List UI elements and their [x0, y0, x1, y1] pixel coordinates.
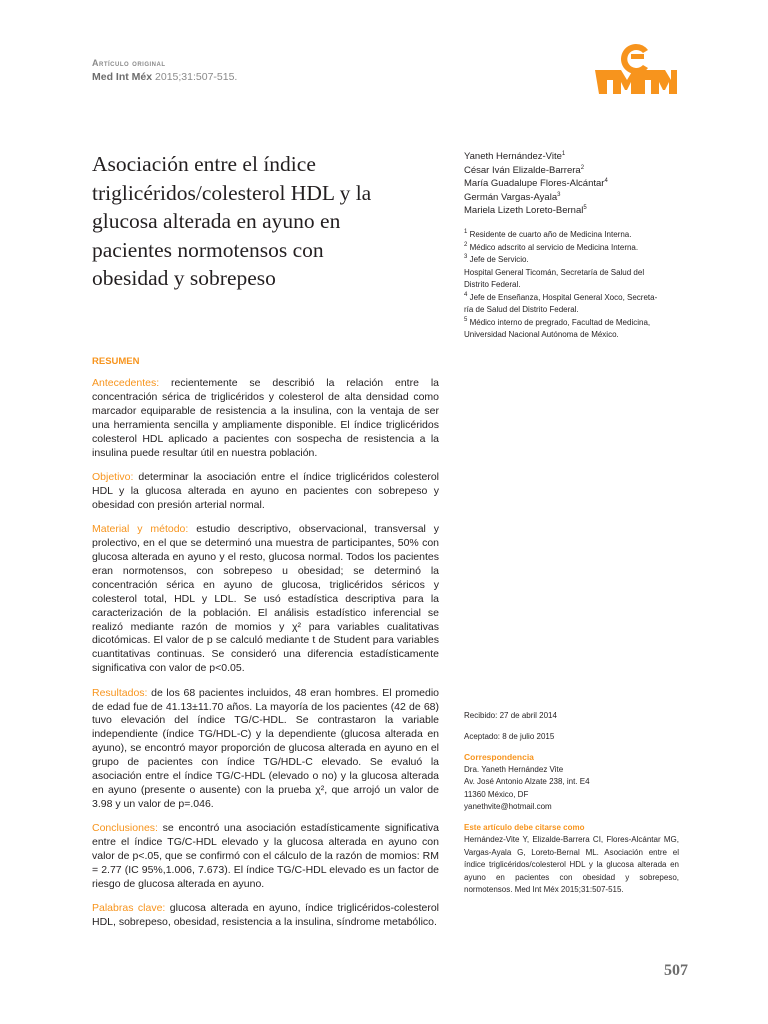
abstract-section: [92, 377, 439, 460]
journal-logo-icon: [593, 42, 679, 96]
author-name: César Iván Elizalde-Barrera$^2$: [464, 164, 585, 176]
affiliation-line: ría de Salud del Distrito Federal.: [464, 305, 579, 314]
affiliation-line: Distrito Federal.: [464, 280, 521, 289]
citation-heading: Este artículo debe citarse como: [464, 822, 585, 832]
journal-citation: [92, 71, 237, 83]
abstract-section: [92, 471, 439, 513]
section-label: Artículo original: [92, 58, 166, 68]
abstract-section-text: estudio descriptivo, observacional, transversal y prolectivo, en el que se determinó una muestra de participantes, 50% con glucosa alterada en ayuno y el resto, glucosa normal. Todos los pacientes eran normotensos, con sobrepeso u obesidad; se determinó la concentración sérica en ayuno de glucosa, triglicéridos séricos y colesterol total, HDL y LDL. Se usó estadística descriptiva para la caracterización de la población. El análisis estadístico inferencial se realizó mediante razón de momios y χ² para variables cualitativas dicotómicas. El valor de p se calculó mediante t de Student para variables cuantitativas continuas. Se consideró una diferencia estadísticamente significativa con valor de p<0.05.: [92, 523, 440, 675]
article-meta: [464, 710, 679, 897]
abstract-section-label: Material y método:: [92, 523, 189, 536]
affiliation-line: $^1$ Residente de cuarto año de Medicina Interna.: [464, 229, 632, 239]
email-text: yanethvite@hotmail.com: [464, 802, 552, 811]
affiliation-line: $^5$ Médico interno de pregrado, Facultad de Medicina,: [464, 316, 651, 327]
page-number: 507: [664, 962, 688, 979]
article-title: Asociación entre el índice triglicéridos/colesterol HDL y la glucosa alterada en ayuno en pacientes normotensos con obesidad y sobrepeso: [92, 152, 372, 290]
abstract-section-label: Antecedentes:: [92, 377, 160, 389]
accepted-date: Aceptado: 8 de julio 2015: [464, 731, 555, 741]
abstract-section-label: Resultados:: [92, 686, 148, 699]
author-name: Germán Vargas-Ayala$^3$: [464, 191, 561, 203]
author-name: Yaneth Hernández-Vite$^1$: [464, 151, 566, 162]
abstract-section-text: de los 68 pacientes incluidos, 48 eran hombres. El promedio de edad fue de 41.13±11.70 años. La mayoría de los pacientes (42 de 68) tuvo elevación del índice TG/C-HDL. Se contrastaron la variable independiente (índice TG/HDL-C) y la dependiente (glucosa alterada en ayuno), se encontró mayor proporción de glucosa alterada en ayuno en el grupo de pacientes con índice TG/HDL-C elevado. Se evaluó la asociación entre el índice TG/C-HDL (elevado o no) y la glucosa alterada en ayuno (presente o ausente) con la prueba χ², que arrojó un valor de 3.98 y un valor de p=.046.: [92, 686, 439, 810]
author-list: [464, 150, 684, 218]
abstract-section: [92, 687, 439, 812]
abstract-section: [92, 523, 439, 676]
abstract-section-label: Conclusiones:: [92, 822, 158, 835]
author-name: Mariela Lizeth Loreto-Bernal$^5$: [464, 205, 587, 216]
author-name: María Guadalupe Flores-Alcántar$^4$: [464, 178, 608, 189]
affiliation-line: $^4$ Jefe de Enseñanza, Hospital General Xoco, Secreta-: [464, 291, 658, 302]
affiliations: [464, 229, 678, 342]
abstract-heading: RESUMEN: [92, 356, 140, 367]
correspondence-details: [464, 764, 679, 814]
received-date: Recibido: 27 de abril 2014: [464, 711, 557, 720]
abstract-section: [92, 822, 439, 892]
abstract-section-text: se encontró una asociación estadísticamente significativa entre el índice TG/C-HDL elevado y la glucosa alterada en ayuno con valor de p<.05, que se confirmó con el cálculo de la razón de momios: RM = 2.77 (IC 95%,1.006, 7.673). El índice TG/C-HDL elevado es un factor de riesgo de glucosa alterada en ayuno.: [92, 822, 439, 890]
correspondence-line: 11360 México, DF: [464, 789, 529, 799]
abstract-body: [92, 377, 439, 930]
affiliation-line: $^3$ Jefe de Servicio.: [464, 254, 529, 264]
affiliation-line: $^2$ Médico adscrito al servicio de Medicina Interna.: [464, 241, 639, 252]
correspondence-line: Dra. Yaneth Hernández Vite: [464, 764, 564, 774]
abstract-section-label: Objetivo:: [92, 470, 134, 483]
abstract-section-text: recientemente se describió la relación entre la concentración sérica de triglicéridos y colesterol de alta densidad como marcador equiparable de resistencia a la insulina, con la ventaja de ser una herramienta sencilla y ampliamente disponible. El índice triglicéridos colesterol HDL aplicado a pacientes con sospecha de resistencia a la insulina puede resultar útil en nuestra población.: [92, 377, 439, 459]
abstract-section-text: determinar la asociación entre el índice triglicéridos colesterol HDL y la glucosa alterada en ayuno en pacientes con sobrepeso y obesidad con presión arterial normal.: [92, 470, 439, 511]
abstract-section-label: Palabras clave:: [92, 902, 166, 915]
abstract-section-text: glucosa alterada en ayuno, índice triglicéridos-colesterol HDL, sobrepeso, obesidad, resistencia a la insulina, síndrome metabólico.: [92, 902, 439, 929]
citation-text: Hernández-Vite Y, Elizalde-Barrera CI, Flores-Alcántar MG, Vargas-Ayala G, Loreto-Bernal ML. Asociación entre el índice triglicéridos/colesterol HDL y la glucosa alterada en ayuno en pacientes con obesidad y sobrepeso, normotensos. Med Int Méx 2015;31:507-515.: [464, 835, 679, 894]
abstract: [92, 356, 439, 941]
abstract-section: [92, 902, 439, 930]
journal-name: Med Int Méx: [92, 71, 153, 83]
affiliation-line: Hospital General Ticomán, Secretaría de Salud del: [464, 267, 645, 277]
journal-volume: 2015;31:507-515.: [155, 71, 238, 83]
correspondence-heading: Correspondencia: [464, 752, 534, 762]
affiliation-line: Universidad Nacional Autónoma de México.: [464, 330, 619, 339]
correspondence-line: Av. José Antonio Alzate 238, int. E4: [464, 777, 590, 786]
